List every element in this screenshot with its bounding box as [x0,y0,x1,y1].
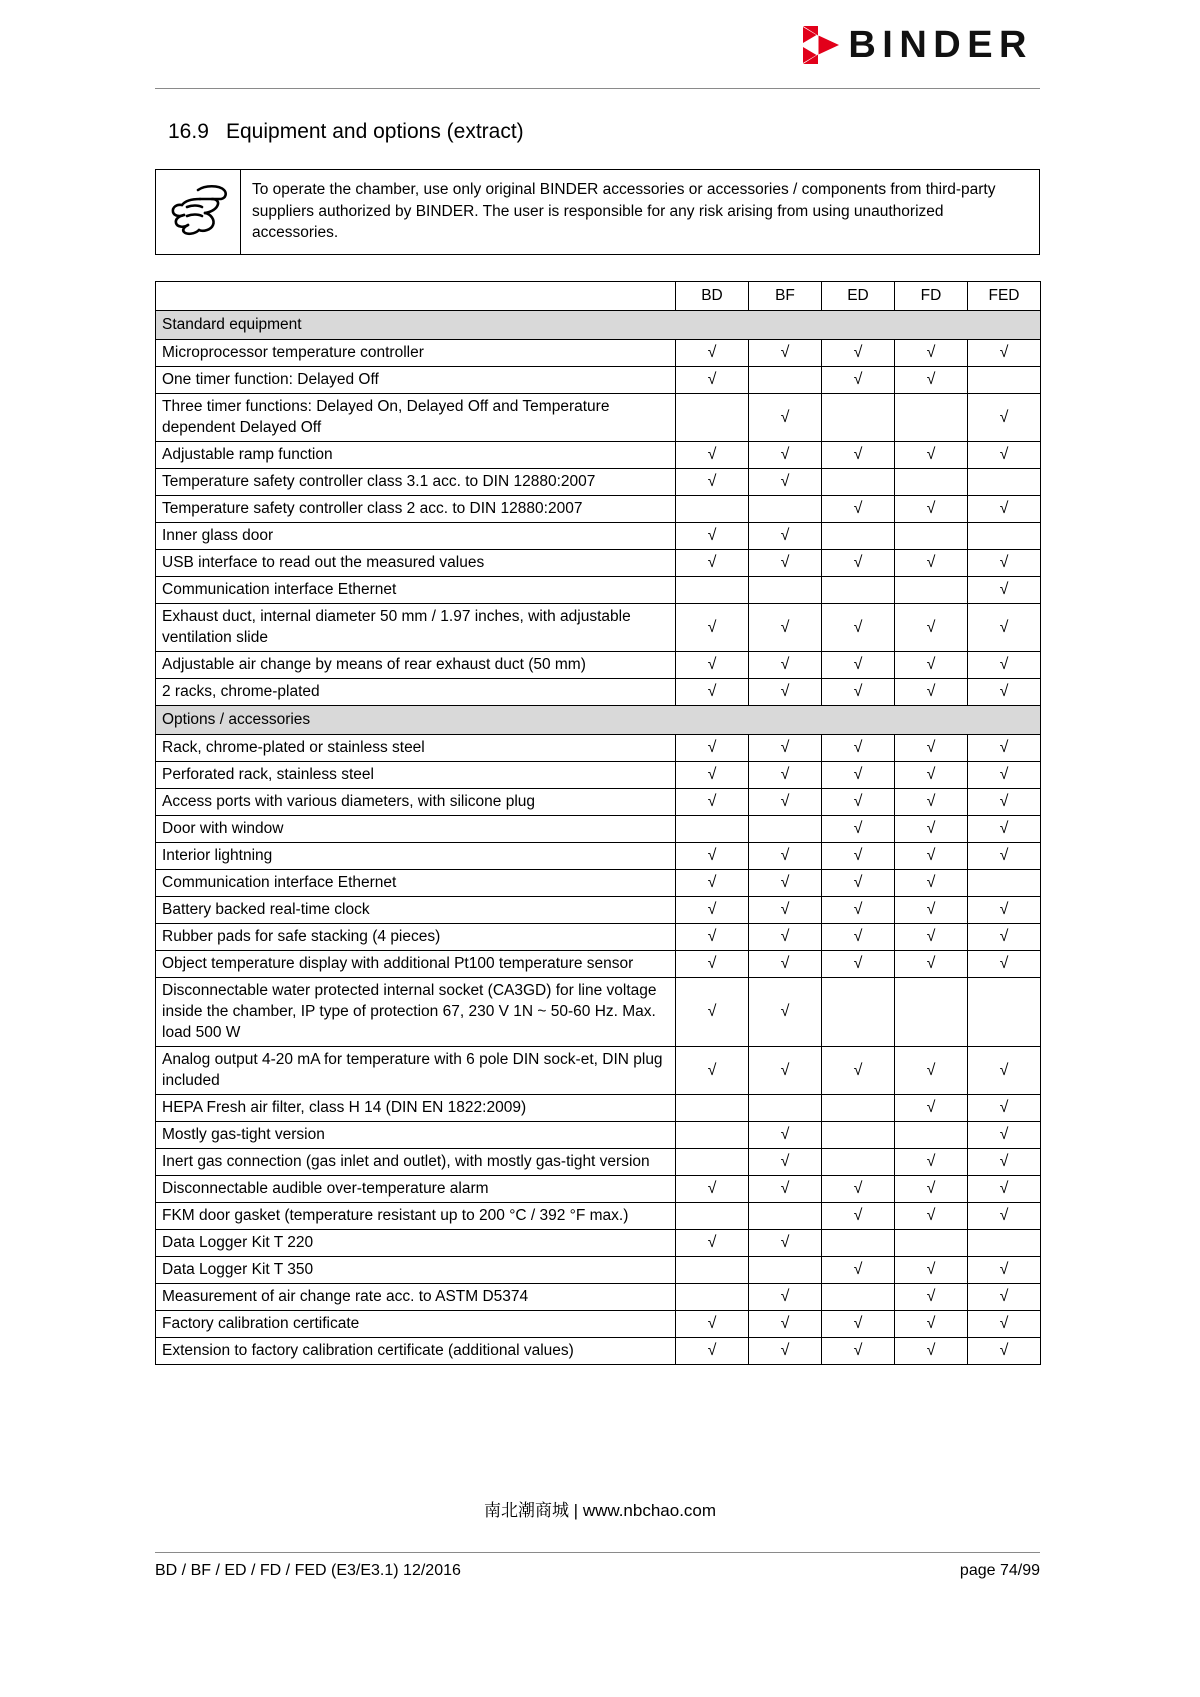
cell-fd: √ [895,789,968,816]
cell-bd: √ [676,1338,749,1365]
cell-fed [968,469,1041,496]
cell-ed [822,469,895,496]
table-row [156,762,1041,789]
cell-fed [968,978,1041,1047]
cell-fd [895,577,968,604]
cell-bf: √ [749,340,822,367]
cell-ed [822,577,895,604]
row-description: Mostly gas-tight version [156,1122,676,1149]
cell-bf: √ [749,843,822,870]
cell-bd [676,394,749,442]
cell-fed: √ [968,1047,1041,1095]
cell-fed: √ [968,1311,1041,1338]
table-row [156,1230,1041,1257]
row-description: Exhaust duct, internal diameter 50 mm / 1.97 inches, with adjustable ventilation slide [156,604,676,652]
row-description: Disconnectable audible over-temperature alarm [156,1176,676,1203]
pointing-hand-icon [167,182,229,241]
cell-ed [822,394,895,442]
row-description: Rubber pads for safe stacking (4 pieces) [156,924,676,951]
cell-bf: √ [749,1230,822,1257]
table-section-header-row [156,311,1041,340]
note-icon-cell [156,170,241,254]
table-row [156,679,1041,706]
cell-fed: √ [968,951,1041,978]
cell-bf: √ [749,652,822,679]
cell-bf: √ [749,523,822,550]
cell-bd [676,496,749,523]
note-box [155,169,1040,255]
cell-bf: √ [749,1176,822,1203]
cell-ed: √ [822,870,895,897]
cell-fed [968,870,1041,897]
section-number: 16.9 [168,120,209,143]
cell-ed: √ [822,367,895,394]
table-row [156,394,1041,442]
cell-bd: √ [676,897,749,924]
cell-fd [895,1230,968,1257]
cell-fd: √ [895,1203,968,1230]
row-description: Door with window [156,816,676,843]
cell-fed: √ [968,816,1041,843]
table-row [156,523,1041,550]
cell-fed: √ [968,496,1041,523]
cell-ed: √ [822,652,895,679]
cell-ed: √ [822,951,895,978]
cell-ed: √ [822,604,895,652]
cell-fed: √ [968,1203,1041,1230]
table-row [156,577,1041,604]
row-description: Temperature safety controller class 2 acc. to DIN 12880:2007 [156,496,676,523]
row-description: Measurement of air change rate acc. to ASTM D5374 [156,1284,676,1311]
cell-ed: √ [822,924,895,951]
table-row [156,469,1041,496]
cell-fed: √ [968,1122,1041,1149]
row-description: Data Logger Kit T 220 [156,1230,676,1257]
cell-bd [676,816,749,843]
cell-bf: √ [749,789,822,816]
cell-fd: √ [895,1257,968,1284]
cell-fed: √ [968,394,1041,442]
cell-fd: √ [895,1176,968,1203]
table-row [156,735,1041,762]
cell-ed: √ [822,1176,895,1203]
column-header-bd: BD [676,282,749,311]
row-description: Three timer functions: Delayed On, Delayed Off and Temperature dependent Delayed Off [156,394,676,442]
cell-fed: √ [968,340,1041,367]
watermark-text: 南北潮商城 | www.nbchao.com [483,1501,717,1520]
cell-bf: √ [749,1122,822,1149]
note-text: To operate the chamber, use only original BINDER accessories or accessories / components from third-party suppliers authorized by BINDER. The user is responsible for any risk arising from using unauthorized accessories. [252,181,996,241]
cell-bf: √ [749,735,822,762]
row-description: HEPA Fresh air filter, class H 14 (DIN EN 1822:2009) [156,1095,676,1122]
row-description: Data Logger Kit T 350 [156,1257,676,1284]
cell-bf [749,496,822,523]
cell-fed: √ [968,1149,1041,1176]
table-row [156,843,1041,870]
cell-bf: √ [749,978,822,1047]
cell-fed: √ [968,550,1041,577]
binder-triangles-logo-icon [803,26,839,64]
cell-fd: √ [895,1284,968,1311]
page-header [0,0,1200,92]
column-header-ed: ED [822,282,895,311]
cell-fd: √ [895,550,968,577]
cell-bf: √ [749,442,822,469]
cell-bd [676,1257,749,1284]
cell-ed [822,1095,895,1122]
cell-fd: √ [895,897,968,924]
column-header-fd: FD [895,282,968,311]
cell-fed: √ [968,1257,1041,1284]
cell-bd: √ [676,978,749,1047]
cell-bd: √ [676,1311,749,1338]
page-footer [155,1560,1040,1582]
row-description: Rack, chrome-plated or stainless steel [156,735,676,762]
column-header-description [156,282,676,311]
cell-ed: √ [822,789,895,816]
cell-bd: √ [676,1176,749,1203]
cell-ed: √ [822,735,895,762]
cell-bd: √ [676,789,749,816]
cell-fed: √ [968,897,1041,924]
cell-fd: √ [895,1095,968,1122]
cell-bd [676,1203,749,1230]
table-row [156,1047,1041,1095]
cell-fed: √ [968,1095,1041,1122]
row-description: FKM door gasket (temperature resistant up to 200 °C / 392 °F max.) [156,1203,676,1230]
cell-fd [895,523,968,550]
row-description: Perforated rack, stainless steel [156,762,676,789]
cell-bd [676,1095,749,1122]
cell-bf: √ [749,951,822,978]
cell-bd: √ [676,735,749,762]
cell-fed: √ [968,1338,1041,1365]
cell-bd: √ [676,679,749,706]
cell-ed: √ [822,496,895,523]
cell-fd: √ [895,1149,968,1176]
row-description: USB interface to read out the measured values [156,550,676,577]
row-description: Object temperature display with additional Pt100 temperature sensor [156,951,676,978]
table-row [156,367,1041,394]
row-description: One timer function: Delayed Off [156,367,676,394]
cell-bf: √ [749,679,822,706]
cell-bd: √ [676,652,749,679]
cell-ed [822,1122,895,1149]
table-row [156,1176,1041,1203]
table-row [156,1284,1041,1311]
table-row [156,870,1041,897]
cell-ed [822,1149,895,1176]
cell-bd: √ [676,843,749,870]
cell-ed: √ [822,340,895,367]
cell-bf [749,816,822,843]
cell-bf: √ [749,550,822,577]
row-description: Inert gas connection (gas inlet and outlet), with mostly gas-tight version [156,1149,676,1176]
cell-fed: √ [968,1176,1041,1203]
footer-page-number: page 74/99 [959,1562,1040,1579]
cell-fed: √ [968,789,1041,816]
cell-fed: √ [968,442,1041,469]
cell-ed [822,1284,895,1311]
table-row [156,1095,1041,1122]
cell-bf [749,1257,822,1284]
row-description: Adjustable ramp function [156,442,676,469]
cell-fed: √ [968,762,1041,789]
cell-bf [749,1203,822,1230]
table-row [156,1149,1041,1176]
row-description: Factory calibration certificate [156,1311,676,1338]
cell-fed [968,523,1041,550]
cell-fd: √ [895,924,968,951]
cell-bd: √ [676,924,749,951]
row-description: Interior lightning [156,843,676,870]
table-row [156,496,1041,523]
cell-fd: √ [895,442,968,469]
cell-fd: √ [895,735,968,762]
cell-ed [822,523,895,550]
cell-fd [895,978,968,1047]
brand-name: BINDER [848,24,1033,66]
table-row [156,340,1041,367]
cell-fd: √ [895,843,968,870]
cell-bf: √ [749,924,822,951]
row-description: Access ports with various diameters, with silicone plug [156,789,676,816]
cell-bf [749,367,822,394]
cell-fed: √ [968,577,1041,604]
cell-bf: √ [749,897,822,924]
cell-fed [968,367,1041,394]
cell-fd [895,394,968,442]
table-section-title: Options / accessories [156,706,1041,735]
table-row [156,1338,1041,1365]
cell-bf: √ [749,469,822,496]
row-description: Extension to factory calibration certificate (additional values) [156,1338,676,1365]
cell-bd: √ [676,870,749,897]
cell-fd: √ [895,1311,968,1338]
column-header-fed: FED [968,282,1041,311]
table-row [156,897,1041,924]
row-description: 2 racks, chrome-plated [156,679,676,706]
table-body [156,311,1041,1365]
cell-fed: √ [968,843,1041,870]
cell-bd: √ [676,1047,749,1095]
row-description: Battery backed real-time clock [156,897,676,924]
cell-bf: √ [749,1311,822,1338]
cell-ed: √ [822,843,895,870]
footer-left-text: BD / BF / ED / FD / FED (E3/E3.1) 12/2016 [155,1562,461,1579]
cell-fd: √ [895,762,968,789]
cell-ed [822,978,895,1047]
cell-bf: √ [749,1047,822,1095]
table-header-row [156,282,1041,311]
binder-logo [803,26,1033,64]
cell-bd: √ [676,762,749,789]
table-row [156,550,1041,577]
cell-bd: √ [676,523,749,550]
cell-ed: √ [822,762,895,789]
section-title-text: Equipment and options (extract) [226,120,524,143]
cell-bf [749,1095,822,1122]
note-text-cell [241,170,1039,254]
cell-bd: √ [676,951,749,978]
cell-fed: √ [968,604,1041,652]
cell-ed: √ [822,442,895,469]
cell-ed: √ [822,816,895,843]
cell-fd: √ [895,652,968,679]
cell-bd [676,1149,749,1176]
cell-ed: √ [822,550,895,577]
cell-fd [895,469,968,496]
cell-bd: √ [676,550,749,577]
cell-bf: √ [749,604,822,652]
cell-bf [749,577,822,604]
cell-fd: √ [895,816,968,843]
cell-ed: √ [822,1338,895,1365]
cell-fd: √ [895,1047,968,1095]
row-description: Temperature safety controller class 3.1 acc. to DIN 12880:2007 [156,469,676,496]
cell-fd [895,1122,968,1149]
cell-fd: √ [895,679,968,706]
cell-fed [968,1230,1041,1257]
table-head [156,282,1041,311]
page-title [168,118,524,146]
row-description: Disconnectable water protected internal socket (CA3GD) for line voltage inside the chamber, IP type of protection 67, 230 V 1N ~ 50-60 Hz. Max. load 500 W [156,978,676,1047]
cell-bd: √ [676,1230,749,1257]
footer-divider [155,1552,1040,1553]
cell-ed: √ [822,679,895,706]
cell-bf: √ [749,1284,822,1311]
table-row [156,1257,1041,1284]
cell-fd: √ [895,1338,968,1365]
cell-fd: √ [895,951,968,978]
cell-bd: √ [676,442,749,469]
equipment-options-table [155,281,1041,1365]
cell-bf: √ [749,762,822,789]
table-row [156,951,1041,978]
cell-fed: √ [968,652,1041,679]
cell-fd: √ [895,340,968,367]
cell-fed: √ [968,1284,1041,1311]
cell-ed: √ [822,897,895,924]
table-row [156,1122,1041,1149]
cell-bd: √ [676,340,749,367]
table-row [156,924,1041,951]
cell-fed: √ [968,735,1041,762]
cell-bd [676,1284,749,1311]
table-row [156,978,1041,1047]
column-header-bf: BF [749,282,822,311]
row-description: Inner glass door [156,523,676,550]
table-row [156,604,1041,652]
cell-bd [676,577,749,604]
row-description: Communication interface Ethernet [156,577,676,604]
cell-ed: √ [822,1203,895,1230]
cell-bd: √ [676,469,749,496]
cell-ed: √ [822,1257,895,1284]
cell-fed: √ [968,924,1041,951]
table-section-header-row [156,706,1041,735]
cell-fd: √ [895,367,968,394]
cell-bd: √ [676,367,749,394]
table-row [156,816,1041,843]
cell-fed: √ [968,679,1041,706]
header-divider [155,88,1040,89]
cell-bf: √ [749,870,822,897]
cell-bf: √ [749,1149,822,1176]
cell-fd: √ [895,870,968,897]
table-row [156,1311,1041,1338]
cell-bd: √ [676,604,749,652]
table-row [156,442,1041,469]
row-description: Communication interface Ethernet [156,870,676,897]
cell-bf: √ [749,1338,822,1365]
cell-ed: √ [822,1047,895,1095]
cell-ed [822,1230,895,1257]
table-row [156,652,1041,679]
table-row [156,789,1041,816]
cell-ed: √ [822,1311,895,1338]
table-section-title: Standard equipment [156,311,1041,340]
row-description: Adjustable air change by means of rear exhaust duct (50 mm) [156,652,676,679]
table-row [156,1203,1041,1230]
row-description: Microprocessor temperature controller [156,340,676,367]
cell-bf: √ [749,394,822,442]
cell-fd: √ [895,496,968,523]
row-description: Analog output 4-20 mA for temperature with 6 pole DIN sock-et, DIN plug included [156,1047,676,1095]
cell-bd [676,1122,749,1149]
cell-fd: √ [895,604,968,652]
